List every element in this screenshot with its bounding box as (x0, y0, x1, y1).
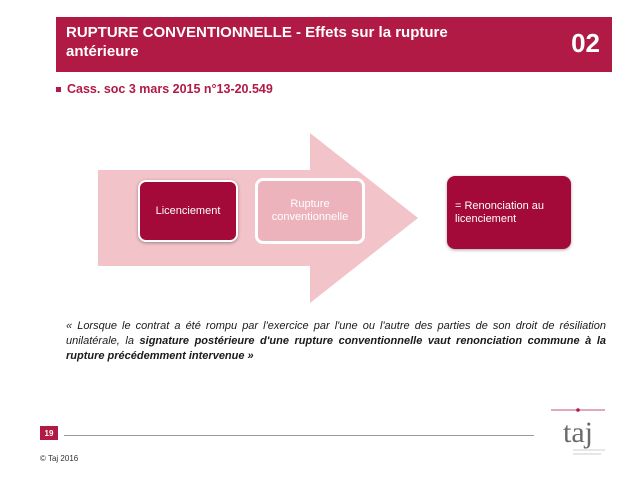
quote-emphasis: signature postérieure d'une rupture conventionnelle vaut renonciation commune à la rupture précédemment intervenue » (66, 335, 607, 362)
section-number: 02 (571, 28, 600, 58)
licenciement-label: Licenciement (155, 204, 221, 217)
case-reference (56, 82, 273, 96)
logo-wordmark: taj (563, 416, 593, 449)
rupture-conventionnelle-label: Rupture conventionnelle (271, 198, 349, 223)
case-reference-text: Cass. soc 3 mars 2015 n°13-20.549 (67, 82, 273, 96)
quote-text: « Lorsque le contrat a été rompu par l'exercice par l'une ou l'autre des parties de son droit de résiliation unilatérale, la (66, 320, 606, 347)
taj-logo (543, 404, 613, 464)
page-title: RUPTURE CONVENTIONNELLE - Effets sur la rupture antérieure (66, 24, 448, 60)
renonciation-box (447, 176, 571, 249)
bullet-square-icon (56, 87, 61, 92)
copyright: © Taj 2016 (40, 454, 79, 463)
rupture-conventionnelle-box (255, 178, 365, 244)
renonciation-label: = Renonciation au licenciement (455, 199, 544, 225)
licenciement-box (138, 180, 238, 242)
court-quote (66, 319, 606, 364)
footer-divider (64, 435, 534, 436)
header-banner (56, 17, 612, 72)
page-number-badge: 19 (40, 426, 58, 440)
